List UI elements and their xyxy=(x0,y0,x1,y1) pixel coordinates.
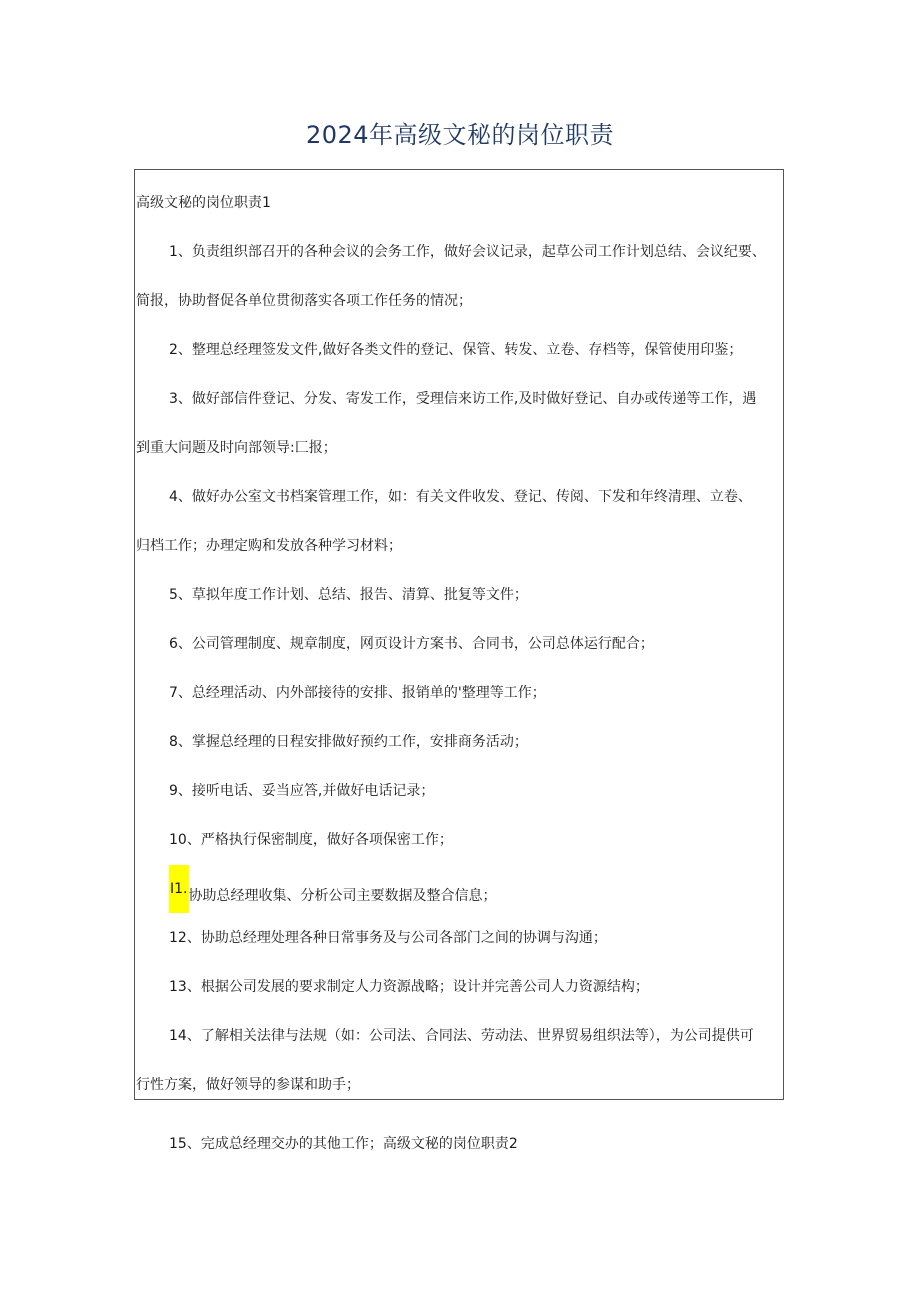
document-title: 2024年高级文秘的岗位职责 xyxy=(305,121,615,149)
paragraph-line: 到重大问题及时向部领导:匚报； xyxy=(136,440,337,456)
paragraph-line: 1、负责组织部召开的各种会议的会务工作，做好会议记录，起草公司工作计划总结、会议纪要、 xyxy=(169,244,766,260)
paragraph-line: 3、做好部信件登记、分发、寄发工作，受理信来访工作,及时做好登记、自办或传递等工作，遇 xyxy=(169,391,757,407)
paragraph-line: 8、掌握总经理的日程安排做好预约工作，安排商务活动； xyxy=(169,734,528,750)
section-heading: 高级文秘的岗位职责1 xyxy=(136,195,271,211)
paragraph-line: 6、公司管理制度、规章制度，网页设计方案书、合同书，公司总体运行配合； xyxy=(169,636,654,652)
paragraph-line: 14、了解相关法律与法规（如：公司法、合同法、劳动法、世界贸易组织法等），为公司提供可 xyxy=(169,1028,754,1044)
paragraph-line: 9、接听电话、妥当应答,并做好电话记录； xyxy=(169,783,435,799)
paragraph-line: 2、整理总经理签发文件,做好各类文件的登记、保管、转发、立卷、存档等，保管使用印鉴； xyxy=(169,342,743,358)
paragraph-line: 7、总经理活动、内外部接待的安排、报销单的'整理等工作； xyxy=(169,685,546,701)
paragraph-line: 13、根据公司发展的要求制定人力资源战略；设计并完善公司人力资源结构； xyxy=(169,979,649,995)
paragraph-line: 简报，协助督促各单位贯彻落实各项工作任务的情况； xyxy=(136,293,472,309)
paragraph-line: 4、做好办公室文书档案管理工作，如：有关文件收发、登记、传阅、下发和年终清理、立卷、 xyxy=(169,489,752,505)
paragraph-line-highlighted xyxy=(169,879,497,913)
highlight-marker: I1. xyxy=(169,865,189,913)
paragraph-text: 协助总经理收集、分析公司主要数据及整合信息； xyxy=(188,888,497,904)
paragraph-line: 5、草拟年度工作计划、总结、报告、清算、批复等文件； xyxy=(169,587,528,603)
paragraph-line: 15、完成总经理交办的其他工作；高级文秘的岗位职责2 xyxy=(169,1136,518,1152)
paragraph-line: 归档工作；办理定购和发放各种学习材料； xyxy=(136,538,402,554)
paragraph-line: 行性方案，做好领导的参谋和助手； xyxy=(136,1077,360,1093)
paragraph-line: 10、严格执行保密制度，做好各项保密工作； xyxy=(169,832,453,848)
paragraph-line: 12、协助总经理处理各种日常事务及与公司各部门之间的协调与沟通； xyxy=(169,930,607,946)
